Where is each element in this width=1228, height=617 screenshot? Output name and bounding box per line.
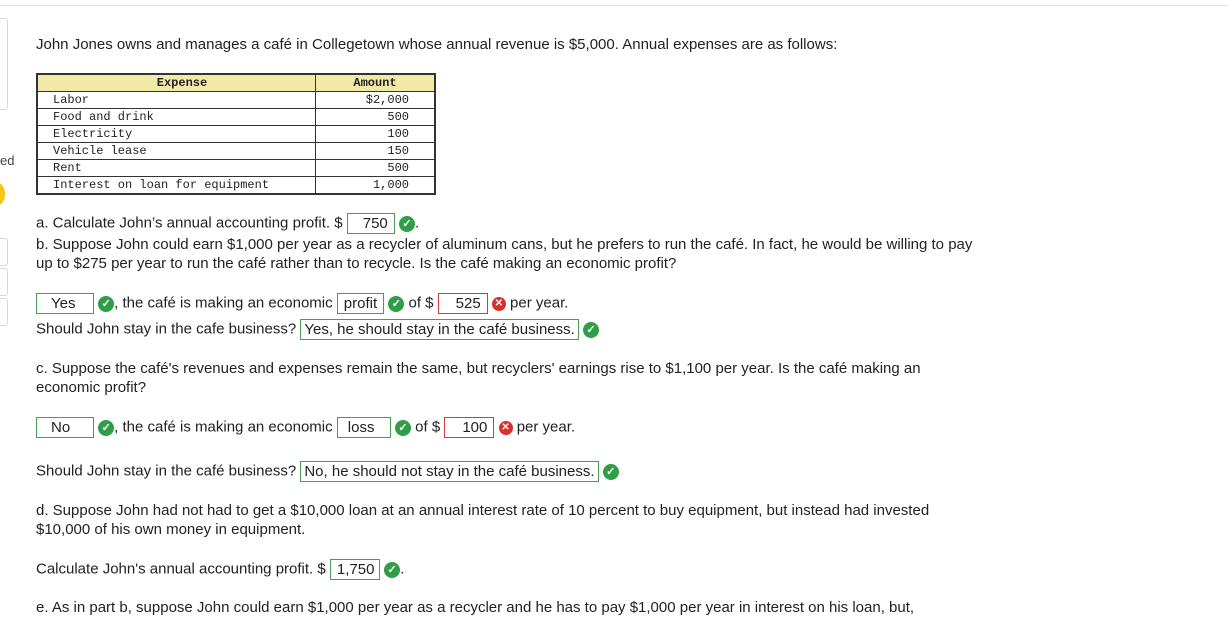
sidebar-card[interactable]	[0, 18, 8, 110]
table-header-row	[37, 74, 435, 92]
table-header: Amount	[316, 74, 436, 92]
table-cell: Food and drink	[37, 109, 316, 126]
part-c-amount-input[interactable]: 100	[444, 417, 494, 438]
table-cell: 500	[316, 109, 436, 126]
expense-table	[36, 73, 436, 195]
part-c-answer-line	[36, 417, 575, 438]
part-d-question: d. Suppose John had not had to get a $10,000 loan at an annual interest rate of 10 percent to buy equipment, but instead had invested $10,000 of his own money in equipment.	[36, 502, 930, 538]
sidebar-partial-label: ed	[0, 153, 15, 168]
part-c-question: c. Suppose the café's revenues and expenses remain the same, but recyclers' earnings rise to $1,100 per year. Is the café making an economic profit?	[36, 360, 921, 396]
part-b-profit-loss-select[interactable]: profit	[337, 293, 384, 314]
sidebar-card[interactable]	[0, 238, 8, 266]
part-c-stay-question: Should John stay in the café business?	[36, 462, 297, 480]
part-b-question: b. Suppose John could earn $1,000 per year as a recycler of aluminum cans, but he prefers to run the café. In fact, he would be willing to pay up to $275 per year to run the café rather than to recycle. Is the café making an economic profit?	[36, 236, 973, 272]
table-cell: $2,000	[316, 92, 436, 109]
check-circle-icon: ✓	[583, 322, 599, 338]
part-b-text: per year.	[510, 294, 569, 312]
check-circle-icon: ✓	[388, 296, 404, 312]
table-cell: Electricity	[37, 126, 316, 143]
table-row	[37, 109, 435, 126]
table-cell: Vehicle lease	[37, 143, 316, 160]
part-c-yes-no-select[interactable]: No	[36, 417, 94, 438]
check-circle-icon: ✓	[399, 216, 415, 232]
part-b-answer-line	[36, 293, 568, 314]
part-e-question: e. As in part b, suppose John could earn $1,000 per year as a recycler and he has to pay $1,000 per year in interest on his loan, but,	[36, 599, 915, 616]
part-c-text: , the café is making an economic	[114, 418, 333, 436]
check-circle-icon: ✓	[384, 562, 400, 578]
part-b-text: of $	[408, 294, 434, 312]
table-row	[37, 92, 435, 109]
part-c-text: per year.	[516, 418, 576, 436]
sidebar-status-dot	[0, 183, 5, 205]
table-cell: Interest on loan for equipment	[37, 177, 316, 195]
table-header: Expense	[37, 74, 316, 92]
part-b-stay-question: Should John stay in the cafe business?	[36, 320, 297, 338]
part-a-end: .	[414, 214, 420, 232]
x-circle-icon: ✕	[499, 421, 513, 435]
table-cell: Rent	[37, 160, 316, 177]
table-row	[37, 160, 435, 177]
table-row	[37, 177, 435, 195]
table-row	[37, 143, 435, 160]
table-cell: Labor	[37, 92, 316, 109]
intro-text: John Jones owns and manages a café in Collegetown whose annual revenue is $5,000. Annual expenses are as follows:	[36, 36, 838, 53]
sidebar-card[interactable]	[0, 268, 8, 296]
x-circle-icon: ✕	[492, 297, 506, 311]
part-d-profit-question: Calculate John's annual accounting profit. $	[36, 560, 326, 578]
part-d-answer-line	[36, 559, 404, 580]
part-a-answer-input[interactable]: 750	[347, 213, 395, 234]
table-row	[37, 126, 435, 143]
part-c-stay-select[interactable]: No, he should not stay in the café business.	[300, 461, 598, 482]
part-c-stay-line	[36, 461, 619, 482]
part-b-stay-select[interactable]: Yes, he should stay in the café business.	[300, 319, 578, 340]
check-circle-icon: ✓	[395, 420, 411, 436]
part-c-profit-loss-select[interactable]: loss	[337, 417, 391, 438]
check-circle-icon: ✓	[98, 296, 114, 312]
table-cell: 100	[316, 126, 436, 143]
part-b-stay-line	[36, 319, 599, 340]
check-circle-icon: ✓	[98, 420, 114, 436]
part-d-end: .	[400, 560, 405, 578]
table-cell: 1,000	[316, 177, 436, 195]
part-b-yes-no-select[interactable]: Yes	[36, 293, 94, 314]
part-b-amount-input[interactable]: 525	[438, 293, 488, 314]
table-cell: 150	[316, 143, 436, 160]
part-d-answer-input[interactable]: 1,750	[330, 559, 380, 580]
part-a-question: a. Calculate John’s annual accounting profit. $	[36, 214, 343, 232]
check-circle-icon: ✓	[603, 464, 619, 480]
part-b-text: , the café is making an economic	[114, 294, 333, 312]
part-a-line	[36, 213, 419, 234]
table-cell: 500	[316, 160, 436, 177]
top-divider	[0, 5, 1228, 6]
sidebar-card[interactable]	[0, 298, 8, 326]
part-c-text: of $	[415, 418, 441, 436]
